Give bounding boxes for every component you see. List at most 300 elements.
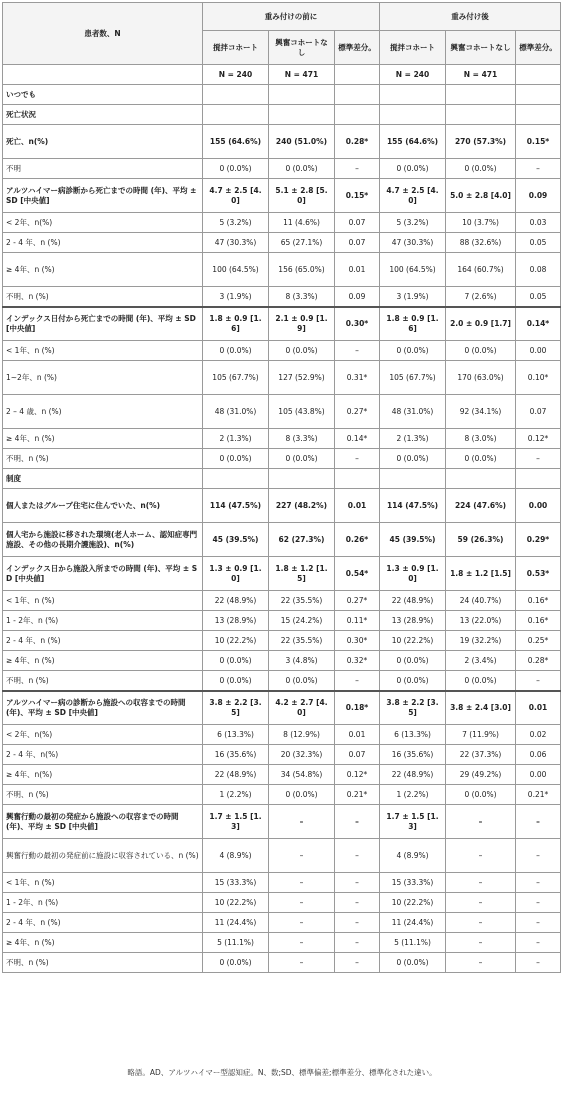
value-cell: 0.30* bbox=[335, 307, 380, 341]
value-cell: 11 (24.4%) bbox=[380, 913, 446, 933]
sample-size-row bbox=[3, 65, 561, 85]
value-cell: – bbox=[269, 933, 335, 953]
col-header: 撹拌コホート bbox=[380, 31, 446, 65]
value-cell: 0 (0.0%) bbox=[269, 785, 335, 805]
col-header: 標準差分。 bbox=[335, 31, 380, 65]
value-cell bbox=[380, 469, 446, 489]
value-cell: 22 (37.3%) bbox=[446, 745, 516, 765]
value-cell: 13 (22.0%) bbox=[446, 611, 516, 631]
value-cell: 62 (27.3%) bbox=[269, 523, 335, 557]
section-row bbox=[3, 85, 561, 105]
value-cell: 4.2 ± 2.7 [4.0] bbox=[269, 691, 335, 725]
value-cell: 5 (11.1%) bbox=[380, 933, 446, 953]
row-label: 個人宅から施設に移された環境(老人ホーム、認知症専門施設、その他の長期介護施設)、n(%) bbox=[3, 523, 203, 557]
row-label: 不明 bbox=[3, 159, 203, 179]
value-cell: 270 (57.3%) bbox=[446, 125, 516, 159]
value-cell bbox=[269, 469, 335, 489]
value-cell: 15 (24.2%) bbox=[269, 611, 335, 631]
value-cell: 0.09 bbox=[516, 179, 561, 213]
row-label: 不明、n (%) bbox=[3, 287, 203, 307]
value-cell: – bbox=[516, 159, 561, 179]
value-cell: 0.08 bbox=[516, 253, 561, 287]
value-cell: 0 (0.0%) bbox=[446, 671, 516, 691]
value-cell: 0 (0.0%) bbox=[380, 953, 446, 973]
value-cell: 0 (0.0%) bbox=[446, 159, 516, 179]
sample-size-cell: N = 471 bbox=[446, 65, 516, 85]
value-cell: 22 (48.9%) bbox=[380, 591, 446, 611]
table-row bbox=[3, 125, 561, 159]
value-cell: 0 (0.0%) bbox=[269, 449, 335, 469]
value-cell: 0.09 bbox=[335, 287, 380, 307]
sample-size-cell: N = 240 bbox=[203, 65, 269, 85]
value-cell: 0.05 bbox=[516, 287, 561, 307]
value-cell: 10 (22.2%) bbox=[380, 893, 446, 913]
table-row bbox=[3, 631, 561, 651]
row-label: アルツハイマー病診断から死亡までの時間 (年)、平均 ± SD [中央値] bbox=[3, 179, 203, 213]
value-cell: 0.02 bbox=[516, 725, 561, 745]
results-table bbox=[2, 2, 561, 973]
value-cell: – bbox=[335, 805, 380, 839]
table-row bbox=[3, 651, 561, 671]
value-cell: 0.28* bbox=[335, 125, 380, 159]
value-cell: 10 (22.2%) bbox=[380, 631, 446, 651]
value-cell: 0 (0.0%) bbox=[380, 671, 446, 691]
value-cell bbox=[335, 105, 380, 125]
value-cell: 8 (12.9%) bbox=[269, 725, 335, 745]
value-cell: – bbox=[446, 913, 516, 933]
header-group-row bbox=[3, 3, 561, 31]
value-cell: 0.01 bbox=[516, 691, 561, 725]
value-cell: 0.07 bbox=[335, 233, 380, 253]
row-label: 2 – 4 歳、n (%) bbox=[3, 395, 203, 429]
value-cell: – bbox=[446, 953, 516, 973]
value-cell: – bbox=[516, 839, 561, 873]
value-cell: 11 (24.4%) bbox=[203, 913, 269, 933]
table-row bbox=[3, 785, 561, 805]
value-cell: 0.32* bbox=[335, 651, 380, 671]
value-cell: 0.07 bbox=[335, 213, 380, 233]
table-row bbox=[3, 839, 561, 873]
table-row bbox=[3, 745, 561, 765]
sample-size-cell bbox=[335, 65, 380, 85]
value-cell: 0.00 bbox=[516, 489, 561, 523]
sample-size-cell: N = 240 bbox=[380, 65, 446, 85]
value-cell: 15 (33.3%) bbox=[380, 873, 446, 893]
row-label: 1 - 2年、n (%) bbox=[3, 611, 203, 631]
row-label: インデックス日から施設入所までの時間 (年)、平均 ± SD [中央値] bbox=[3, 557, 203, 591]
value-cell: 6 (13.3%) bbox=[380, 725, 446, 745]
table-row bbox=[3, 361, 561, 395]
value-cell: – bbox=[335, 839, 380, 873]
value-cell: 2 (1.3%) bbox=[203, 429, 269, 449]
value-cell: – bbox=[335, 449, 380, 469]
value-cell bbox=[380, 105, 446, 125]
value-cell: 105 (67.7%) bbox=[380, 361, 446, 395]
value-cell: – bbox=[335, 873, 380, 893]
table-row bbox=[3, 913, 561, 933]
value-cell: – bbox=[335, 341, 380, 361]
table-row bbox=[3, 953, 561, 973]
row-label: インデックス日付から死亡までの時間 (年)、平均 ± SD [中央値] bbox=[3, 307, 203, 341]
row-label: 不明、n (%) bbox=[3, 671, 203, 691]
row-label: 1 - 2年、n (%) bbox=[3, 893, 203, 913]
value-cell: 1 (2.2%) bbox=[203, 785, 269, 805]
value-cell: 0.16* bbox=[516, 611, 561, 631]
value-cell: 2 (1.3%) bbox=[380, 429, 446, 449]
value-cell bbox=[380, 85, 446, 105]
sample-size-cell bbox=[516, 65, 561, 85]
value-cell: 5 (3.2%) bbox=[380, 213, 446, 233]
value-cell: – bbox=[516, 913, 561, 933]
value-cell: 10 (3.7%) bbox=[446, 213, 516, 233]
value-cell: 0 (0.0%) bbox=[269, 159, 335, 179]
table-row bbox=[3, 287, 561, 307]
value-cell: 0.00 bbox=[516, 341, 561, 361]
value-cell: 0.27* bbox=[335, 591, 380, 611]
value-cell: – bbox=[335, 933, 380, 953]
value-cell: 5.1 ± 2.8 [5.0] bbox=[269, 179, 335, 213]
value-cell: 16 (35.6%) bbox=[203, 745, 269, 765]
value-cell: – bbox=[335, 671, 380, 691]
value-cell: 1.8 ± 1.2 [1.5] bbox=[446, 557, 516, 591]
value-cell: 3.8 ± 2.2 [3.5] bbox=[203, 691, 269, 725]
value-cell: 0.53* bbox=[516, 557, 561, 591]
sample-size-cell: N = 471 bbox=[269, 65, 335, 85]
value-cell: 240 (51.0%) bbox=[269, 125, 335, 159]
value-cell: 156 (65.0%) bbox=[269, 253, 335, 287]
value-cell: 0.15* bbox=[516, 125, 561, 159]
row-label: < 1年、n (%) bbox=[3, 591, 203, 611]
row-label: 不明、n (%) bbox=[3, 785, 203, 805]
row-label: ≥ 4年、n (%) bbox=[3, 933, 203, 953]
value-cell: 227 (48.2%) bbox=[269, 489, 335, 523]
value-cell: 0 (0.0%) bbox=[203, 449, 269, 469]
value-cell: 22 (35.5%) bbox=[269, 631, 335, 651]
value-cell: – bbox=[516, 671, 561, 691]
value-cell: 59 (26.3%) bbox=[446, 523, 516, 557]
value-cell: 22 (48.9%) bbox=[203, 591, 269, 611]
value-cell: – bbox=[516, 893, 561, 913]
value-cell: – bbox=[269, 805, 335, 839]
table-row bbox=[3, 765, 561, 785]
value-cell: 0.12* bbox=[516, 429, 561, 449]
value-cell: 24 (40.7%) bbox=[446, 591, 516, 611]
value-cell: 0.01 bbox=[335, 253, 380, 287]
table-row bbox=[3, 933, 561, 953]
section-label: 制度 bbox=[3, 469, 203, 489]
row-label: 2 - 4 年、n(%) bbox=[3, 745, 203, 765]
row-label: 個人またはグループ住宅に住んでいた、n(%) bbox=[3, 489, 203, 523]
value-cell bbox=[269, 105, 335, 125]
table-row bbox=[3, 691, 561, 725]
value-cell: 10 (22.2%) bbox=[203, 893, 269, 913]
table-row bbox=[3, 395, 561, 429]
section-row bbox=[3, 105, 561, 125]
value-cell: 155 (64.6%) bbox=[380, 125, 446, 159]
value-cell: 22 (48.9%) bbox=[203, 765, 269, 785]
table-row bbox=[3, 523, 561, 557]
value-cell: 105 (67.7%) bbox=[203, 361, 269, 395]
table-row bbox=[3, 307, 561, 341]
value-cell: 0.16* bbox=[516, 591, 561, 611]
value-cell: – bbox=[335, 893, 380, 913]
table-row bbox=[3, 725, 561, 745]
value-cell: 3 (1.9%) bbox=[203, 287, 269, 307]
value-cell: 0.14* bbox=[335, 429, 380, 449]
table-row bbox=[3, 805, 561, 839]
sample-size-label bbox=[3, 65, 203, 85]
section-row bbox=[3, 469, 561, 489]
value-cell: 10 (22.2%) bbox=[203, 631, 269, 651]
value-cell bbox=[203, 105, 269, 125]
value-cell: 5.0 ± 2.8 [4.0] bbox=[446, 179, 516, 213]
value-cell: 0 (0.0%) bbox=[203, 159, 269, 179]
value-cell: – bbox=[446, 839, 516, 873]
value-cell: 47 (30.3%) bbox=[380, 233, 446, 253]
section-label: いつでも bbox=[3, 85, 203, 105]
value-cell: – bbox=[446, 893, 516, 913]
row-label: 2 - 4 年、n (%) bbox=[3, 631, 203, 651]
footnote: 略語。AD、アルツハイマー型認知症。N、数;SD、標準偏差;標準差分、標準化された違い。 bbox=[127, 1068, 437, 1077]
value-cell: 88 (32.6%) bbox=[446, 233, 516, 253]
row-label: 死亡、n(%) bbox=[3, 125, 203, 159]
value-cell: 0 (0.0%) bbox=[380, 341, 446, 361]
value-cell: 48 (31.0%) bbox=[203, 395, 269, 429]
value-cell: 65 (27.1%) bbox=[269, 233, 335, 253]
before-weighting-header: 重み付けの前に bbox=[203, 3, 380, 31]
row-label: ≥ 4年、n (%) bbox=[3, 651, 203, 671]
value-cell: – bbox=[335, 159, 380, 179]
value-cell: 0.21* bbox=[516, 785, 561, 805]
value-cell: 3 (1.9%) bbox=[380, 287, 446, 307]
table-row bbox=[3, 671, 561, 691]
value-cell: 0 (0.0%) bbox=[269, 341, 335, 361]
value-cell: 5 (11.1%) bbox=[203, 933, 269, 953]
value-cell bbox=[516, 105, 561, 125]
row-label: 不明、n (%) bbox=[3, 953, 203, 973]
value-cell: 1 (2.2%) bbox=[380, 785, 446, 805]
table-row bbox=[3, 489, 561, 523]
value-cell: 155 (64.6%) bbox=[203, 125, 269, 159]
value-cell: 2.1 ± 0.9 [1.9] bbox=[269, 307, 335, 341]
value-cell: – bbox=[516, 953, 561, 973]
value-cell: – bbox=[516, 449, 561, 469]
value-cell: 4.7 ± 2.5 [4.0] bbox=[380, 179, 446, 213]
value-cell: – bbox=[269, 873, 335, 893]
value-cell: 114 (47.5%) bbox=[380, 489, 446, 523]
table-row bbox=[3, 159, 561, 179]
row-label: 興奮行動の最初の発症から施設への収容までの時間 (年)、平均 ± SD [中央値] bbox=[3, 805, 203, 839]
value-cell: 6 (13.3%) bbox=[203, 725, 269, 745]
value-cell: 0.01 bbox=[335, 489, 380, 523]
value-cell: 48 (31.0%) bbox=[380, 395, 446, 429]
value-cell: 170 (63.0%) bbox=[446, 361, 516, 395]
value-cell: 1.8 ± 0.9 [1.6] bbox=[203, 307, 269, 341]
value-cell: 45 (39.5%) bbox=[203, 523, 269, 557]
value-cell: – bbox=[335, 913, 380, 933]
value-cell: 0.26* bbox=[335, 523, 380, 557]
value-cell: 45 (39.5%) bbox=[380, 523, 446, 557]
value-cell: 0.14* bbox=[516, 307, 561, 341]
table-row bbox=[3, 591, 561, 611]
row-label: < 1年、n (%) bbox=[3, 873, 203, 893]
value-cell: – bbox=[446, 933, 516, 953]
value-cell: 1.3 ± 0.9 [1.0] bbox=[203, 557, 269, 591]
value-cell: 0.07 bbox=[335, 745, 380, 765]
table-row bbox=[3, 893, 561, 913]
value-cell: 0 (0.0%) bbox=[203, 953, 269, 973]
table-row bbox=[3, 429, 561, 449]
value-cell: 8 (3.3%) bbox=[269, 287, 335, 307]
value-cell: 11 (4.6%) bbox=[269, 213, 335, 233]
patients-header: 患者数、N bbox=[3, 3, 203, 65]
value-cell: – bbox=[335, 953, 380, 973]
value-cell bbox=[446, 105, 516, 125]
value-cell: 224 (47.6%) bbox=[446, 489, 516, 523]
value-cell: 1.8 ± 0.9 [1.6] bbox=[380, 307, 446, 341]
value-cell: 0 (0.0%) bbox=[380, 449, 446, 469]
value-cell: 0 (0.0%) bbox=[203, 651, 269, 671]
value-cell: 0.10* bbox=[516, 361, 561, 395]
value-cell: – bbox=[516, 933, 561, 953]
value-cell bbox=[203, 85, 269, 105]
value-cell: 2.0 ± 0.9 [1.7] bbox=[446, 307, 516, 341]
value-cell: 34 (54.8%) bbox=[269, 765, 335, 785]
row-label: 2 - 4 年、n (%) bbox=[3, 913, 203, 933]
value-cell: 0 (0.0%) bbox=[203, 341, 269, 361]
table-row bbox=[3, 233, 561, 253]
value-cell: 0.27* bbox=[335, 395, 380, 429]
value-cell: 47 (30.3%) bbox=[203, 233, 269, 253]
value-cell: 8 (3.0%) bbox=[446, 429, 516, 449]
value-cell: 4.7 ± 2.5 [4.0] bbox=[203, 179, 269, 213]
value-cell: 127 (52.9%) bbox=[269, 361, 335, 395]
row-label: 興奮行動の最初の発症前に施設に収容されている、n (%) bbox=[3, 839, 203, 873]
value-cell: 164 (60.7%) bbox=[446, 253, 516, 287]
value-cell: 22 (35.5%) bbox=[269, 591, 335, 611]
value-cell: 29 (49.2%) bbox=[446, 765, 516, 785]
value-cell: – bbox=[269, 839, 335, 873]
value-cell: 1.8 ± 1.2 [1.5] bbox=[269, 557, 335, 591]
value-cell: 20 (32.3%) bbox=[269, 745, 335, 765]
value-cell: – bbox=[269, 913, 335, 933]
value-cell: 0.12* bbox=[335, 765, 380, 785]
table-body bbox=[3, 3, 561, 973]
table-row bbox=[3, 253, 561, 287]
row-label: < 1年、n (%) bbox=[3, 341, 203, 361]
value-cell: 13 (28.9%) bbox=[203, 611, 269, 631]
value-cell: 0.28* bbox=[516, 651, 561, 671]
value-cell: 0 (0.0%) bbox=[446, 785, 516, 805]
row-label: < 2年、n(%) bbox=[3, 213, 203, 233]
value-cell: 105 (43.8%) bbox=[269, 395, 335, 429]
col-header: 興奮コホートなし bbox=[269, 31, 335, 65]
value-cell bbox=[203, 469, 269, 489]
value-cell: – bbox=[516, 805, 561, 839]
value-cell: 1.3 ± 0.9 [1.0] bbox=[380, 557, 446, 591]
value-cell: 8 (3.3%) bbox=[269, 429, 335, 449]
col-header: 標準差分。 bbox=[516, 31, 561, 65]
value-cell: – bbox=[446, 805, 516, 839]
value-cell: – bbox=[269, 953, 335, 973]
value-cell: 0.31* bbox=[335, 361, 380, 395]
value-cell: 16 (35.6%) bbox=[380, 745, 446, 765]
value-cell: 0.06 bbox=[516, 745, 561, 765]
value-cell: 19 (32.2%) bbox=[446, 631, 516, 651]
value-cell: 0.07 bbox=[516, 395, 561, 429]
value-cell: 0.05 bbox=[516, 233, 561, 253]
value-cell: 3.8 ± 2.2 [3.5] bbox=[380, 691, 446, 725]
value-cell: 0.29* bbox=[516, 523, 561, 557]
table-row bbox=[3, 341, 561, 361]
value-cell bbox=[446, 85, 516, 105]
section-label: 死亡状況 bbox=[3, 105, 203, 125]
value-cell: 0 (0.0%) bbox=[446, 341, 516, 361]
row-label: < 2年、n(%) bbox=[3, 725, 203, 745]
row-label: アルツハイマー病の診断から施設への収容までの時間 (年)、平均 ± SD [中央値] bbox=[3, 691, 203, 725]
after-weighting-header: 重み付け後 bbox=[380, 3, 561, 31]
value-cell: 0.03 bbox=[516, 213, 561, 233]
value-cell: 4 (8.9%) bbox=[380, 839, 446, 873]
table-row bbox=[3, 449, 561, 469]
value-cell bbox=[269, 85, 335, 105]
row-label: 1~2年、n (%) bbox=[3, 361, 203, 395]
value-cell: 0 (0.0%) bbox=[380, 651, 446, 671]
value-cell: 1.7 ± 1.5 [1.3] bbox=[380, 805, 446, 839]
value-cell: 100 (64.5%) bbox=[203, 253, 269, 287]
value-cell: 0.25* bbox=[516, 631, 561, 651]
value-cell: 0.30* bbox=[335, 631, 380, 651]
value-cell: 15 (33.3%) bbox=[203, 873, 269, 893]
value-cell: 7 (2.6%) bbox=[446, 287, 516, 307]
value-cell bbox=[335, 85, 380, 105]
table-row bbox=[3, 611, 561, 631]
table-row bbox=[3, 557, 561, 591]
value-cell: 0.01 bbox=[335, 725, 380, 745]
value-cell: 5 (3.2%) bbox=[203, 213, 269, 233]
col-header: 興奮コホートなし bbox=[446, 31, 516, 65]
row-label: ≥ 4年、n(%) bbox=[3, 765, 203, 785]
value-cell bbox=[335, 469, 380, 489]
value-cell: 0 (0.0%) bbox=[446, 449, 516, 469]
value-cell: 3.8 ± 2.4 [3.0] bbox=[446, 691, 516, 725]
value-cell: 0.11* bbox=[335, 611, 380, 631]
value-cell: 114 (47.5%) bbox=[203, 489, 269, 523]
value-cell: 0.54* bbox=[335, 557, 380, 591]
value-cell: 3 (4.8%) bbox=[269, 651, 335, 671]
value-cell: 22 (48.9%) bbox=[380, 765, 446, 785]
value-cell: 100 (64.5%) bbox=[380, 253, 446, 287]
value-cell bbox=[446, 469, 516, 489]
value-cell: 2 (3.4%) bbox=[446, 651, 516, 671]
table-row bbox=[3, 179, 561, 213]
table-row bbox=[3, 873, 561, 893]
row-label: 不明、n (%) bbox=[3, 449, 203, 469]
value-cell: 0 (0.0%) bbox=[203, 671, 269, 691]
value-cell: 0 (0.0%) bbox=[269, 671, 335, 691]
value-cell bbox=[516, 85, 561, 105]
row-label: ≥ 4年、n (%) bbox=[3, 253, 203, 287]
value-cell: 0 (0.0%) bbox=[380, 159, 446, 179]
value-cell: 13 (28.9%) bbox=[380, 611, 446, 631]
value-cell: 0.18* bbox=[335, 691, 380, 725]
value-cell: – bbox=[516, 873, 561, 893]
row-label: ≥ 4年、n (%) bbox=[3, 429, 203, 449]
value-cell: – bbox=[446, 873, 516, 893]
value-cell bbox=[516, 469, 561, 489]
value-cell: 7 (11.9%) bbox=[446, 725, 516, 745]
value-cell: 92 (34.1%) bbox=[446, 395, 516, 429]
